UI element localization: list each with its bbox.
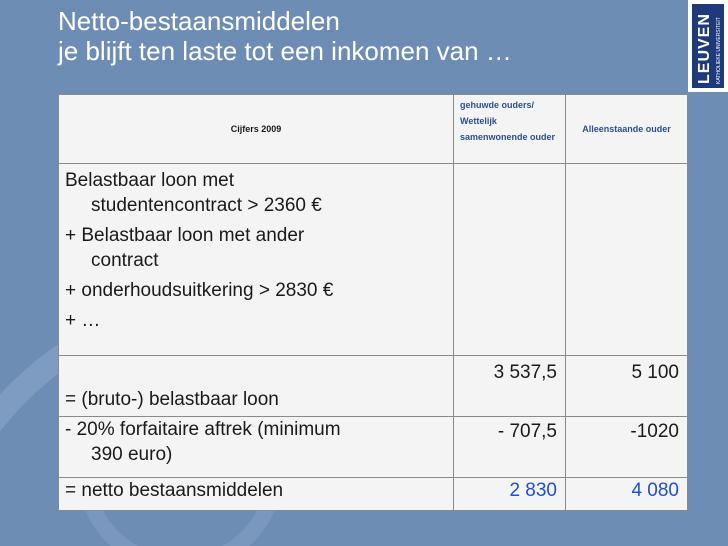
table-row-income-components xyxy=(59,164,688,356)
title-line-2: je blijft ten laste tot een inkomen van … xyxy=(58,36,512,66)
table-row xyxy=(59,356,688,417)
slide-title xyxy=(58,6,688,66)
table-row xyxy=(59,417,688,478)
row-value-col2: 3 537,5 xyxy=(454,356,566,417)
table-header-row xyxy=(59,95,688,164)
row-label: = netto bestaansmiddelen xyxy=(59,478,454,511)
header-gehuwde-ouders: gehuwde ouders/ Wettelijk samenwonende ouder xyxy=(454,95,566,164)
income-components-cell xyxy=(59,164,454,356)
title-line-1: Netto-bestaansmiddelen xyxy=(58,6,340,36)
table-row-total xyxy=(59,478,688,511)
income-line: Belastbaar loon met studentencontract > 2360 € xyxy=(65,170,322,216)
total-value-col3: 4 080 xyxy=(566,478,688,511)
logo-text: LEUVEN xyxy=(696,13,713,84)
income-line: + … xyxy=(65,310,101,331)
header-cijfers: Cijfers 2009 xyxy=(59,95,454,164)
row-value-col2: - 707,5 xyxy=(454,417,566,478)
income-table xyxy=(58,94,688,511)
row-value-col3: 5 100 xyxy=(566,356,688,417)
total-value-col2: 2 830 xyxy=(454,478,566,511)
empty-cell xyxy=(566,164,688,356)
university-logo xyxy=(688,0,728,92)
empty-cell xyxy=(454,164,566,356)
row-label: - 20% forfaitaire aftrek (minimum 390 euro) xyxy=(59,417,454,478)
header-alleenstaande: Alleenstaande ouder xyxy=(566,95,688,164)
row-label: = (bruto-) belastbaar loon xyxy=(59,356,454,417)
income-line: + Belastbaar loon met ander contract xyxy=(65,225,305,271)
logo-subtext: KATHOLIEKE UNIVERSITEIT xyxy=(716,17,722,84)
row-value-col3: -1020 xyxy=(566,417,688,478)
income-line: + onderhoudsuitkering > 2830 € xyxy=(65,280,334,301)
